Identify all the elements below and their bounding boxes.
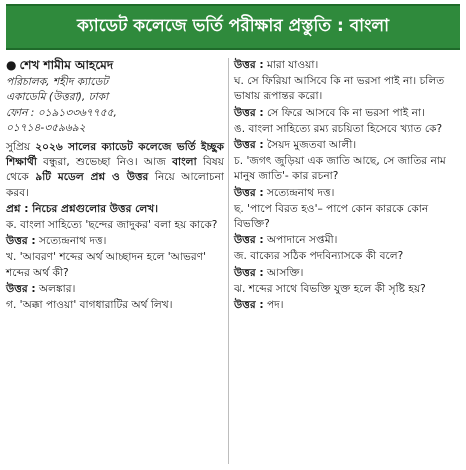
answer-text: আসক্তি। (263, 266, 304, 279)
intro-bold: ৯টি মডেল প্রশ্ন ও উত্তর (35, 171, 149, 184)
author-info-line: ০১৭১৪-৩৫৯৬৯২ (6, 121, 86, 134)
answer-label: উত্তর : (234, 139, 264, 152)
answer-chha (234, 233, 460, 248)
answer-text: সত্যেন্দ্রনাথ দত্ত। (263, 186, 335, 199)
question-uma: ঙ. বাংলা সাহিত্যে রম্য রচয়িতা হিসেবে খ্যাত কে? (234, 122, 443, 135)
question-ga: গ. 'অক্কা পাওয়া' বাগধারাটির অর্থ লিখ। (6, 299, 173, 312)
answer-label: উত্তর : (234, 234, 264, 247)
answer-label: উত্তর : (234, 106, 264, 119)
author-info-line: একাডেমি (উত্তরা), ঢাকা (6, 91, 109, 104)
instruction-line (6, 202, 224, 217)
column-divider (228, 58, 229, 464)
answer-jha (234, 298, 460, 313)
answer-label: উত্তর : (234, 186, 264, 199)
author-info-line: ফোন : ০১৯১৩৩৬৭৭৫৫, (6, 106, 117, 119)
intro-text: সুপ্রিয় (6, 141, 36, 154)
instruction-text: নিচের প্রশ্নগুলোর উত্তর লেখ। (32, 202, 159, 215)
answer-label: উত্তর : (6, 282, 36, 295)
question-chha: ছ. 'পাপে বিরত হও'– পাপে কোন কারকে কোন বিভক্তি? (234, 202, 429, 231)
question-jha: ঝ. শব্দের সাথে বিভক্তি যুক্ত হলে কী সৃষ্টি হয়? (234, 282, 426, 295)
author-byline (6, 58, 224, 73)
answer-text: সে ফিরে আসবে কি না ভরসা পাই না। (263, 106, 425, 119)
answer-ka (6, 234, 224, 249)
answer-ga (234, 58, 460, 73)
answer-label: উত্তর : (234, 266, 264, 279)
answer-kha (6, 282, 224, 297)
intro-text: বিষয় থেকে (6, 156, 224, 184)
answer-text: পদ। (263, 299, 284, 312)
answer-text: মারা যাওয়া। (263, 59, 319, 71)
question-cha: চ. 'জগৎ জুড়িয়া এক জাতি আছে, সে জাতির নাম মানুষ জাতি'- কার রচনা? (234, 155, 446, 183)
question-gha: ঘ. সে ফিরিয়া আসিবে কি না ভরসা পাই না। চলিত ভাষায় রূপান্তর করো। (234, 75, 445, 103)
answer-uma (234, 138, 460, 153)
intro-bold: ২০২৬ সালের ক্যাডেট কলেজে ভর্তি ইচ্ছুক শিক্ষার্থী (6, 141, 225, 169)
author-name: শেখ শামীম আহমেদ (19, 58, 114, 72)
right-column (234, 58, 460, 314)
answer-gha (234, 106, 460, 121)
answer-text: অপাদানে সপ্তমী। (263, 234, 338, 247)
answer-label: উত্তর : (234, 299, 264, 312)
answer-text: সৈয়দ মুজতবা আলী। (263, 139, 357, 152)
question-ja: জ. বাক্যের সঠিক পদবিন্যাসকে কী বলে? (234, 250, 404, 263)
answer-text: অলঙ্কার। (38, 282, 76, 295)
author-info-line: পরিচালক, শহীদ ক্যাডেট (6, 76, 109, 89)
left-column (6, 58, 224, 314)
intro-text: বন্ধুরা, শুভেচ্ছা নিও। আজ (36, 156, 173, 169)
answer-cha (234, 186, 460, 201)
question-ka: ক. বাংলা সাহিত্যে 'ছন্দের জাদুকর' বলা হয় কাকে? (6, 219, 218, 232)
question-kha: খ. 'আবরণ' শব্দের অর্থ আচ্ছাদন হলে 'আভরণ' শব্দের অর্থ কী? (6, 251, 207, 279)
headline-banner (6, 4, 460, 50)
answer-text: সত্যেন্দ্রনাথ দত্ত। (38, 235, 107, 248)
answer-label: উত্তর : (234, 59, 264, 71)
intro-bold: বাংলা (172, 156, 197, 169)
headline-text: ক্যাডেট কলেজে ভর্তি পরীক্ষার প্রস্তুতি : বাংলা (76, 16, 390, 36)
bullet-icon: ● (6, 58, 17, 72)
answer-ja (234, 266, 460, 281)
instruction-label: প্রশ্ন : (6, 202, 33, 215)
intro-text: নিয়ে আলোচনা করব। (6, 171, 225, 199)
answer-label: উত্তর : (6, 235, 36, 248)
intro-paragraph (6, 140, 224, 201)
author-info (6, 75, 224, 136)
